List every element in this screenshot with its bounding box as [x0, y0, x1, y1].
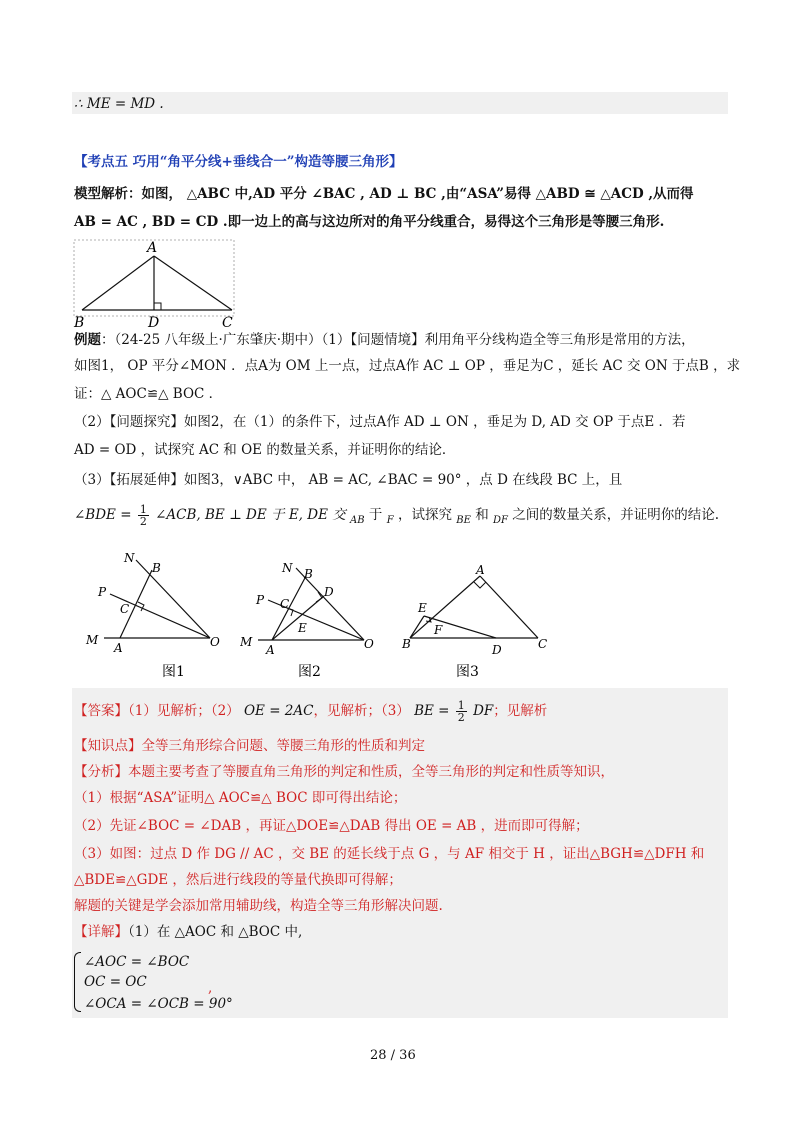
fig2-label-b: B	[304, 567, 313, 581]
answer-oe: OE = 2AC	[243, 703, 314, 719]
analysis-label: 【分析】	[74, 764, 128, 780]
model-analysis-line2: AB = AC , BD = CD .即一边上的高与这边所对的角平分线重合，易得这个三角形是等腰三角形.	[74, 214, 665, 230]
line7-den: 2	[139, 515, 147, 528]
fig3-label-d: D	[492, 643, 502, 657]
line7-mid: ∠ACB, BE ⊥ DE 于 E, DE 交	[155, 507, 346, 523]
line7-num: 1	[139, 503, 147, 516]
model-label-d: D	[148, 315, 160, 330]
fig3-label-c: C	[538, 637, 548, 651]
model-right-angle-mark	[154, 303, 161, 310]
example-line6: （3）【拓展延伸】如图3，∨ABC 中， AB = AC, ∠BAC = 90° ，点 D 在线段 BC 上，且	[74, 472, 623, 488]
line7-be: BE	[456, 515, 471, 526]
line7-f: F	[386, 515, 394, 526]
detail-eq3: ∠OCA = ∠OCB = 90°	[84, 996, 233, 1012]
fig2-label-a: A	[266, 643, 275, 657]
figure-3	[398, 562, 558, 684]
fig3-side-ac	[480, 576, 538, 638]
fig1-ray-on	[136, 560, 210, 638]
example-line1	[74, 330, 695, 350]
fig3-label-e: E	[418, 601, 427, 615]
model-label: 模型解析	[74, 186, 128, 202]
line7-df: DF	[493, 515, 508, 526]
model-label-b: B	[74, 315, 85, 330]
example-line5: AD = OD ，试探究 AC 和 OE 的数量关系，并证明你的结论．	[74, 442, 456, 458]
example-line4: （2）【问题探究】如图2，在（1）的条件下，过点A作 AD ⊥ ON ，垂足为 D, AD 交 OP 于点E ．若	[74, 414, 686, 430]
example-line7	[74, 504, 719, 531]
model-side-ab	[82, 256, 154, 310]
fig1-ray-op	[110, 594, 210, 638]
answer-df: DF	[473, 703, 494, 719]
detail-eq1: ∠AOC = ∠BOC	[84, 954, 190, 970]
fig2-label-o: O	[364, 637, 374, 651]
analysis-key: 解题的关键是学会添加常用辅助线，构造全等三角形解决问题.	[74, 898, 443, 914]
model-label-c: C	[222, 315, 233, 330]
answer-be: BE =	[414, 703, 450, 719]
figure-2	[240, 558, 400, 684]
answer-num: 1	[457, 699, 465, 712]
page-number: 28 / 36	[370, 1048, 416, 1063]
analysis-step3a: （3）如图：过点 D 作 DG // AC ，交 BE 的延长线于点 G ，与 AF 相交于 H ，证出△BGH≌△DFH 和	[74, 846, 705, 862]
line7-and: 和	[475, 507, 489, 523]
fig2-label-d: D	[324, 585, 334, 599]
detail-eq2: OC = OC	[84, 974, 147, 990]
example-text1: ：（24-25 八年级上·广东肇庆·期中）（1）【问题情境】利用角平分线构造全等三角形是常用的方法，	[101, 332, 695, 348]
top-band	[72, 92, 728, 114]
fig2-label-c: C	[280, 597, 290, 611]
model-analysis-line1	[74, 184, 694, 204]
figure-1	[82, 548, 242, 684]
line7-end: 之间的数量关系，并证明你的结论.	[512, 507, 720, 523]
conclusion-line: ∴ ME = MD .	[74, 96, 164, 112]
fig1-caption: 图1	[162, 664, 185, 680]
fig3-right-angle-a	[474, 582, 486, 588]
fig3-label-b: B	[402, 637, 411, 651]
line7-ab: AB	[350, 515, 365, 526]
answer-line	[74, 700, 547, 723]
fig1-label-b: B	[152, 561, 161, 575]
detail-line	[74, 922, 302, 942]
model-figure	[72, 238, 242, 330]
fig2-label-e: E	[298, 621, 307, 635]
fig1-label-o: O	[210, 635, 220, 649]
answer-den: 2	[457, 711, 465, 724]
answer-part3: ；见解析	[493, 703, 548, 719]
detail-intro: （1）在 △AOC 和 △BOC 中,	[128, 924, 303, 940]
answer-fraction	[456, 700, 467, 723]
fig1-label-n: N	[124, 551, 135, 565]
equation-brace	[74, 952, 81, 1012]
example-line2: 如图1， OP 平分∠MON ．点A为 OM 上一点，过点A作 AC ⊥ OP ，垂足为C ，延长 AC 交 ON 于点B ，求	[74, 358, 741, 374]
section-heading: 【考点五 巧用“角平分线+垂线合一”构造等腰三角形】	[74, 154, 403, 170]
analysis-text: 本题主要考查了等腰直角三角形的判定和性质，全等三角形的判定和性质等知识，	[128, 764, 614, 780]
analysis-line	[74, 762, 614, 782]
fig2-label-m: M	[240, 635, 253, 649]
line7-f-pre: 于	[368, 507, 383, 523]
example-line3: 证：△ AOC≌△ BOC ．	[74, 386, 223, 402]
answer-part2: ，见解析；（3）	[313, 703, 410, 719]
analysis-step2: （2）先证∠BOC = ∠DAB ，再证△DOE≌△DAB 得出 OE = AB ，进而即可得解；	[74, 818, 589, 834]
fig2-label-p: P	[256, 593, 265, 607]
answer-part1: （1）见解析；（2）	[128, 703, 240, 719]
fig2-right-angle-d	[316, 592, 322, 602]
line7-pre: ∠BDE =	[74, 507, 132, 523]
knowledge-line	[74, 736, 425, 756]
fig3-label-a: A	[476, 563, 485, 577]
answer-label: 【答案】	[74, 703, 128, 719]
detail-tail: ,	[208, 980, 213, 996]
detail-label: 【详解】	[74, 924, 128, 940]
fig2-label-n: N	[282, 561, 293, 575]
fig3-label-f: F	[434, 623, 443, 637]
fig1-label-p: P	[98, 585, 107, 599]
knowledge-text: 全等三角形综合问题、等腰三角形的性质和判定	[141, 738, 425, 754]
fig1-label-c: C	[120, 602, 130, 616]
fig2-caption: 图2	[298, 664, 321, 680]
line7-post: ，试探究	[397, 507, 452, 523]
model-text1: ：如图， △ABC 中,AD 平分 ∠BAC , AD ⊥ BC ,由“ASA”易得 △ABD ≅ △ACD ,从而得	[128, 186, 694, 202]
line7-fraction	[138, 504, 149, 527]
model-side-ac	[154, 256, 232, 310]
knowledge-label: 【知识点】	[74, 738, 142, 754]
analysis-step3b: △BDE≌△GDE ，然后进行线段的等量代换即可得解；	[74, 872, 402, 888]
fig1-label-m: M	[86, 633, 99, 647]
analysis-step1: （1）根据“ASA”证明△ AOC≌△ BOC 即可得出结论；	[74, 790, 407, 806]
fig3-caption: 图3	[456, 664, 479, 680]
model-label-a: A	[147, 240, 158, 256]
fig1-label-a: A	[114, 641, 123, 655]
example-label: 例题	[74, 332, 101, 348]
